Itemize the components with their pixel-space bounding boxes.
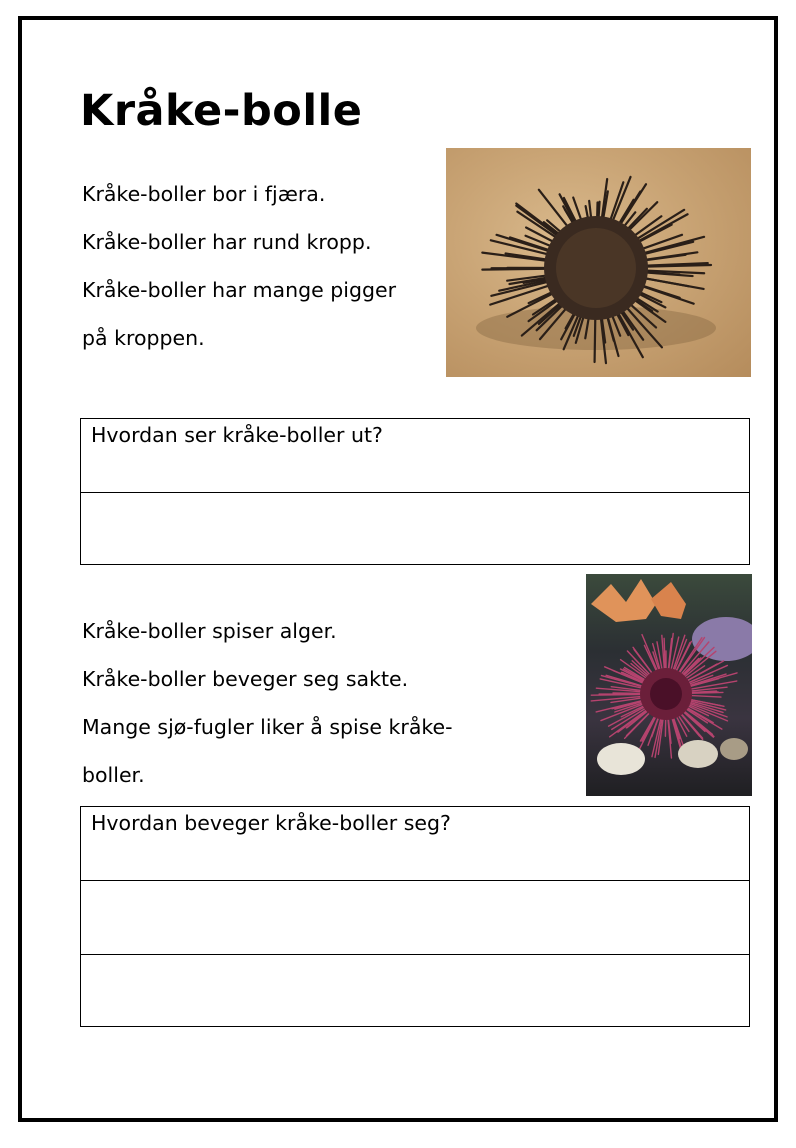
sea-urchin-illustration: [446, 148, 751, 377]
text-line: Kråke-boller spiser alger.: [82, 619, 337, 643]
question-row: Hvordan ser kråke-boller ut?: [81, 419, 749, 493]
sea-urchin-illustration: [586, 574, 752, 796]
question-row: Hvordan beveger kråke-boller seg?: [81, 807, 749, 881]
text-line: Mange sjø-fugler liker å spise kråke-: [82, 715, 453, 739]
sea-urchin-on-sand-photo: [446, 148, 751, 377]
text-line: på kroppen.: [82, 326, 205, 350]
text-line: Kråke-boller har mange pigger: [82, 278, 397, 302]
answer-line[interactable]: [81, 881, 749, 955]
text-line: Kråke-boller har rund kropp.: [82, 230, 372, 254]
answer-box-2: [80, 806, 750, 1027]
section1-text: [82, 170, 396, 362]
text-line: Kråke-boller beveger seg sakte.: [82, 667, 409, 691]
sea-urchin-aquarium-photo: [586, 574, 752, 796]
answer-line[interactable]: [81, 955, 749, 1026]
text-line: boller.: [82, 763, 145, 787]
page-title: Kråke-bolle: [80, 86, 363, 136]
section2-text: [82, 607, 453, 799]
answer-box-1: [80, 418, 750, 565]
text-line: Kråke-boller bor i fjæra.: [82, 182, 326, 206]
answer-line[interactable]: [81, 493, 749, 564]
